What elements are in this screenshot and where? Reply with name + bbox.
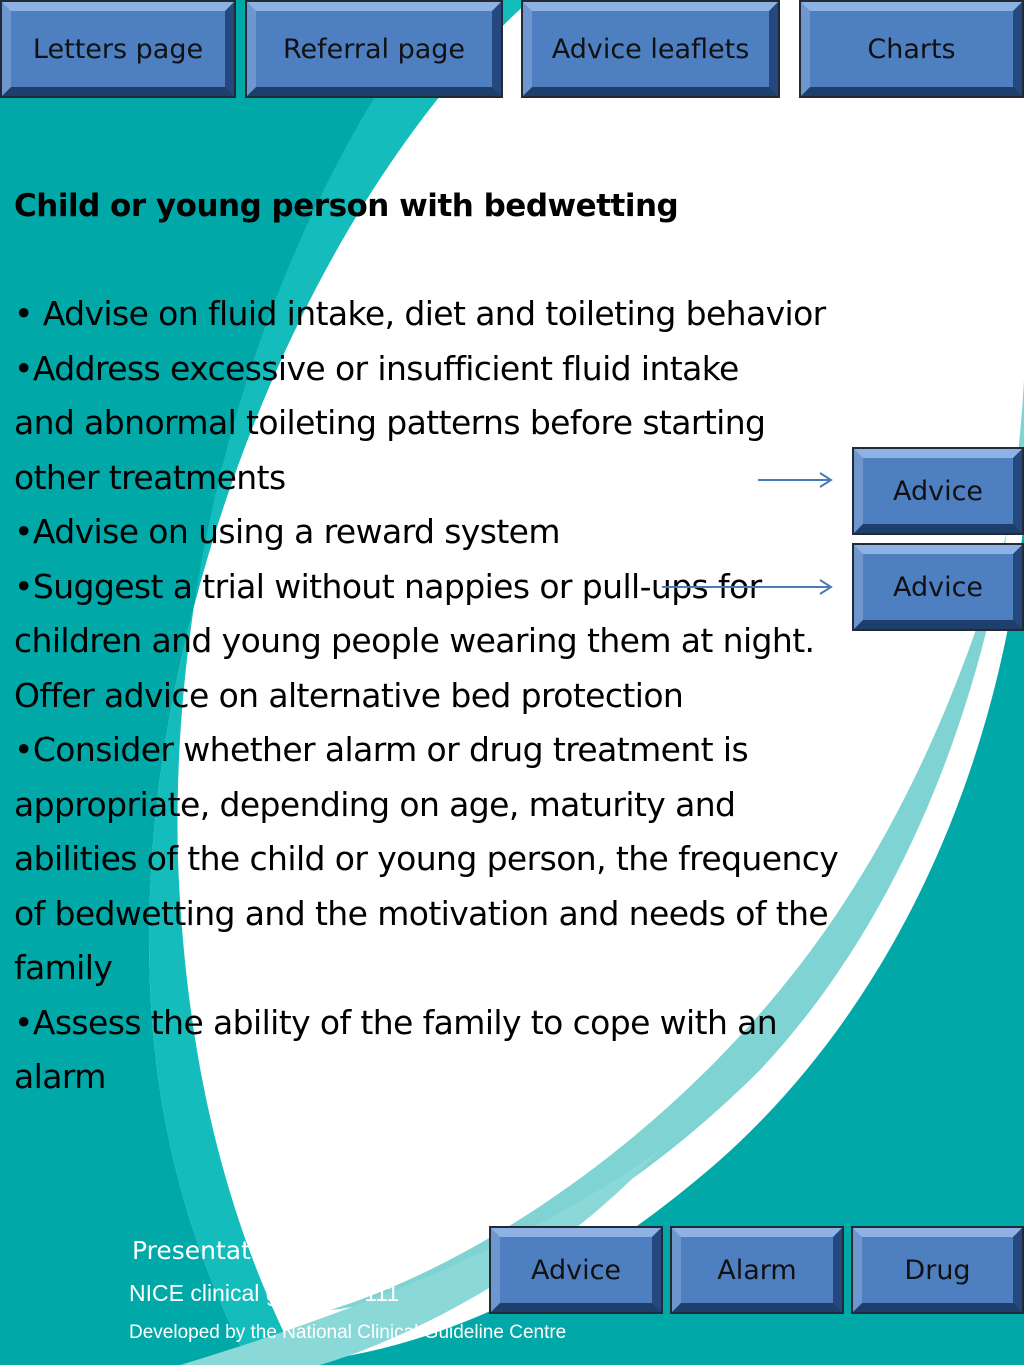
bullet-nappies-trial: •Suggest a trial without nappies or pull-ups for children and young people wearing them at night. Offer advice on alternative bed protection — [14, 566, 815, 715]
advice-button-reward[interactable] — [854, 545, 1022, 629]
bullet-family-cope: •Assess the ability of the family to cope with an alarm — [14, 1002, 778, 1096]
footer-developer: Developed by the National Clinical Guideline Centre — [129, 1322, 567, 1343]
advice-label: Advice — [892, 571, 984, 603]
bullet-alarm-or-drug: •Consider whether alarm or drug treatment is appropriate, depending on age, maturity and abilities of the child or young person, the frequency of bedwetting and the motivation and needs of the family — [14, 730, 839, 987]
page-title: Child or young person with bedwetting — [14, 188, 679, 224]
advice-button-fluid[interactable] — [854, 449, 1022, 533]
bullet-address-fluid: •Address excessive or insufficient fluid intake and abnormal toileting patterns before starting other treatments — [14, 348, 766, 497]
advice-leaflets-label: Advice leaflets — [551, 33, 750, 65]
referral-page-button[interactable] — [247, 2, 501, 96]
letters-page-label: Letters page — [32, 33, 204, 65]
bullet-reward-system: •Advise on using a reward system — [14, 512, 560, 551]
advice-label: Advice — [530, 1254, 622, 1286]
footer-presentation-note: Presentation based upon — [132, 1236, 444, 1265]
footer-guideline: NICE clinical guideline 111 — [129, 1280, 400, 1306]
alarm-label: Alarm — [717, 1254, 797, 1286]
referral-page-label: Referral page — [282, 33, 466, 65]
alarm-button[interactable] — [672, 1228, 842, 1312]
arrow-right-icon — [660, 577, 836, 597]
main-content — [14, 178, 864, 1105]
advice-label: Advice — [892, 475, 984, 507]
advice-leaflets-button[interactable] — [523, 2, 778, 96]
arrow-right-icon — [756, 470, 836, 490]
drug-label: Drug — [904, 1254, 971, 1286]
advice-button-bottom[interactable] — [491, 1228, 661, 1312]
letters-page-button[interactable] — [2, 2, 234, 96]
drug-button[interactable] — [853, 1228, 1022, 1312]
bullet-fluid-intake: • Advise on fluid intake, diet and toileting behavior — [14, 294, 826, 333]
charts-button[interactable] — [801, 2, 1022, 96]
charts-label: Charts — [867, 33, 956, 65]
